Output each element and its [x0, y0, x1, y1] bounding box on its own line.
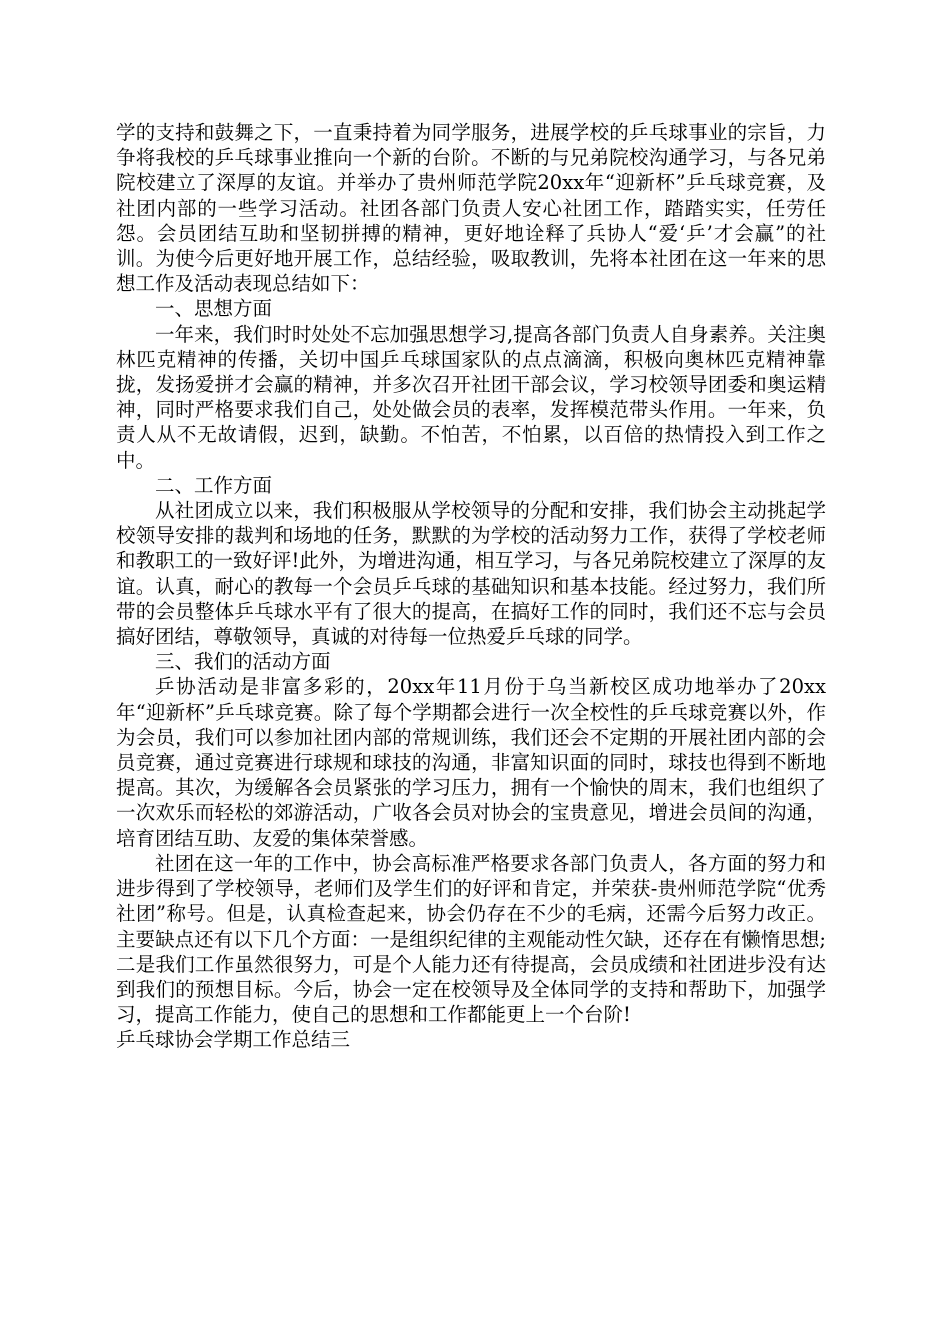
- paragraph-summary: 社团在这一年的工作中，协会高标准严格要求各部门负责人，各方面的努力和进步得到了学校领导，老师们及学生们的好评和肯定，并荣获-贵州师范学院“优秀社团”称号。但是，认真检查起来，协会仍存在不少的毛病，还需今后努力改正。主要缺点还有以下几个方面：一是组织纪律的主观能动性欠缺，还存在有懒惰思想;二是我们工作虽然很努力，可是个人能力还有待提高，会员成绩和社团进步没有达到我们的预想目标。今后，协会一定在校领导及全体同学的支持和帮助下，加强学习，提高工作能力，使自己的思想和工作都能更上一个台阶!: [116, 851, 826, 1027]
- section-heading-work: 二、工作方面: [155, 473, 273, 497]
- document-body: [116, 120, 826, 1053]
- paragraph-work: 从社团成立以来，我们积极服从学校领导的分配和安排，我们协会主动挑起学校领导安排的裁判和场地的任务，默默的为学校的活动努力工作，获得了学校老师和教职工的一致好评!此外，为增进沟通，相互学习，与各兄弟院校建立了深厚的友谊。认真，耐心的教每一个会员乒乓球的基础知识和基本技能。经过努力，我们所带的会员整体乒乓球水平有了很大的提高，在搞好工作的同时，我们还不忘与会员搞好团结，尊敬领导，真诚的对待每一位热爱乒乓球的同学。: [116, 499, 826, 649]
- next-section-title: 乒乓球协会学期工作总结三: [116, 1028, 351, 1052]
- section-heading-activities: 三、我们的活动方面: [155, 650, 331, 674]
- paragraph-activities: 乒协活动是非富多彩的，20xx年11月份于乌当新校区成功地举办了20xx年“迎新杯”乒乓球竞赛。除了每个学期都会进行一次全校性的乒乓球竞赛以外，作为会员，我们可以参加社团内部的常规训练，我们还会不定期的开展社团内部的会员竞赛，通过竞赛进行球规和球技的沟通，非富知识面的同时，球技也得到不断地提高。其次，为缓解各会员紧张的学习压力，拥有一个愉快的周末，我们也组织了一次欢乐而轻松的郊游活动，广收各会员对协会的宝贵意见，增进会员间的沟通，培育团结互助、友爱的集体荣誉感。: [116, 675, 826, 850]
- section-heading-thought: 一、思想方面: [155, 297, 273, 321]
- opening-paragraph: 学的支持和鼓舞之下，一直秉持着为同学服务，进展学校的乒乓球事业的宗旨，力争将我校的乒乓球事业推向一个新的台阶。不断的与兄弟院校沟通学习，与各兄弟院校建立了深厚的友谊。并举办了贵州师范学院20xx年“迎新杯”乒乓球竞赛，及社团内部的一些学习活动。社团各部门负责人安心社团工作，踏踏实实，任劳任怨。会员团结互助和坚韧拼搏的精神，更好地诠释了兵协人“爱‘乒’才会赢”的社训。为使今后更好地开展工作，总结经验，吸取教训，先将本社团在这一年来的思想工作及活动表现总结如下：: [116, 121, 826, 296]
- paragraph-thought: 一年来，我们时时处处不忘加强思想学习,提高各部门负责人自身素养。关注奥林匹克精神的传播，关切中国乒乓球国家队的点点滴滴，积极向奥林匹克精神靠拢，发扬爱拼才会赢的精神，并多次召开社团干部会议，学习校领导团委和奥运精神，同时严格要求我们自己，处处做会员的表率，发挥模范带头作用。一年来，负责人从不无故请假，迟到，缺勤。不怕苦，不怕累，以百倍的热情投入到工作之中。: [116, 322, 826, 472]
